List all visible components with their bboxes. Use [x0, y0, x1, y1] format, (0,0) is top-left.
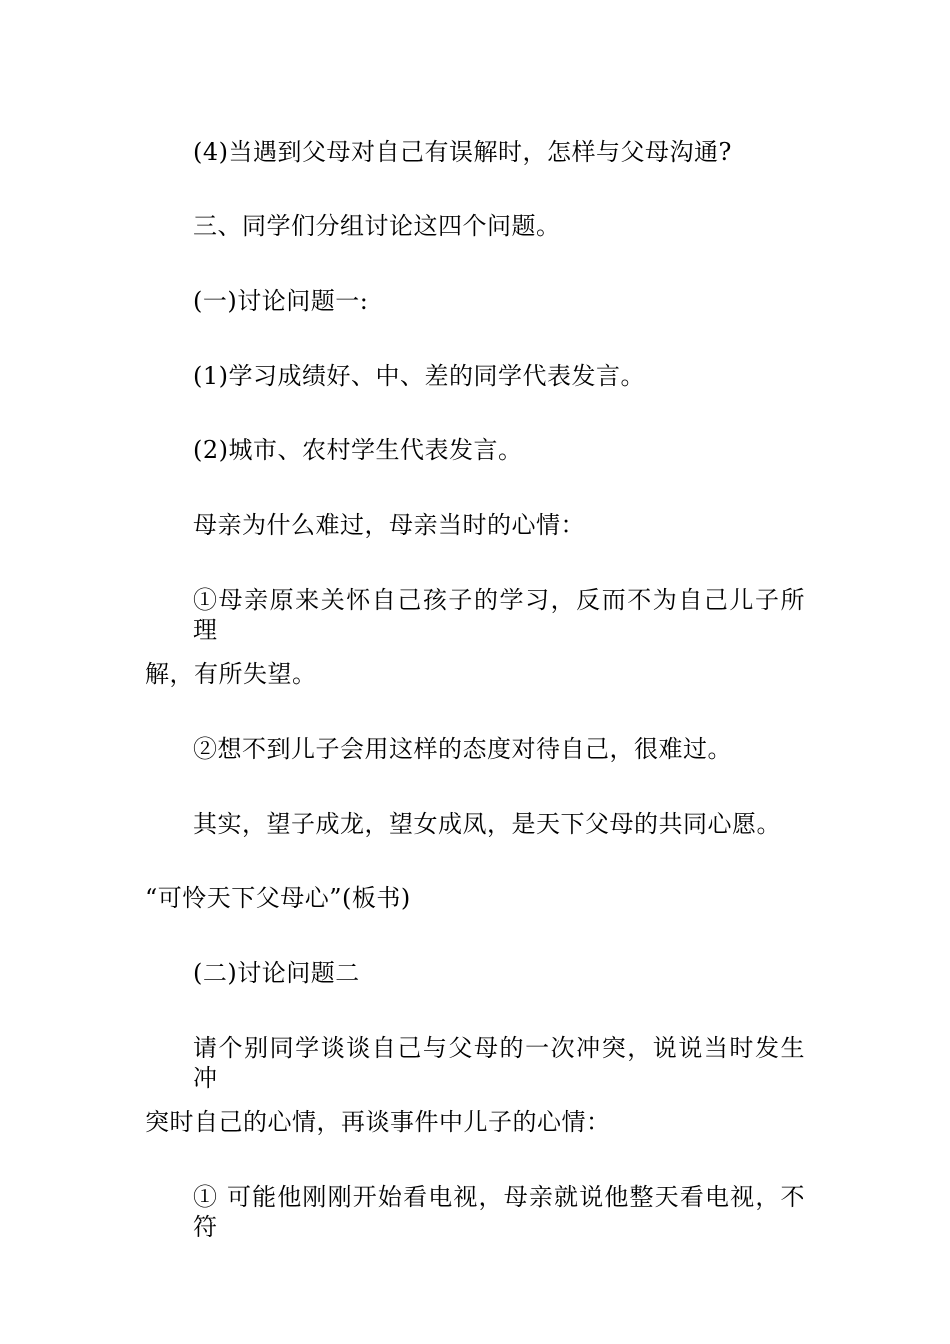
section-three-heading: 三、同学们分组讨论这四个问题。 — [193, 212, 561, 240]
discussion-two-heading: (二)讨论问题二 — [193, 959, 360, 987]
son-feeling-1-line: ① 可能他刚刚开始看电视，母亲就说他整天看电视，不符 — [193, 1183, 805, 1241]
discussion-one-heading: (一)讨论问题一: — [193, 287, 369, 315]
question-4-line: (4)当遇到父母对自己有误解时，怎样与父母沟通? — [193, 138, 732, 166]
blackboard-note-line: “可怜天下父母心”(板书) — [145, 884, 411, 912]
mother-feeling-1-line-b: 解，有所失望。 — [145, 660, 317, 688]
mother-feeling-intro: 母亲为什么难过，母亲当时的心情： — [193, 511, 585, 539]
mother-feeling-2-line: ②想不到儿子会用这样的态度对待自己，很难过。 — [193, 735, 732, 763]
point-1-line: (1)学习成绩好、中、差的同学代表发言。 — [193, 362, 645, 390]
discussion-two-prompt-line-a: 请个别同学谈谈自己与父母的一次冲突，说说当时发生冲 — [193, 1034, 805, 1092]
point-2-line: (2)城市、农村学生代表发言。 — [193, 436, 523, 464]
summary-line: 其实，望子成龙，望女成凤，是天下父母的共同心愿。 — [193, 810, 781, 838]
discussion-two-prompt-line-b: 突时自己的心情，再谈事件中儿子的心情： — [145, 1108, 611, 1136]
mother-feeling-1-line-a: ①母亲原来关怀自己孩子的学习，反而不为自己儿子所理 — [193, 586, 805, 644]
